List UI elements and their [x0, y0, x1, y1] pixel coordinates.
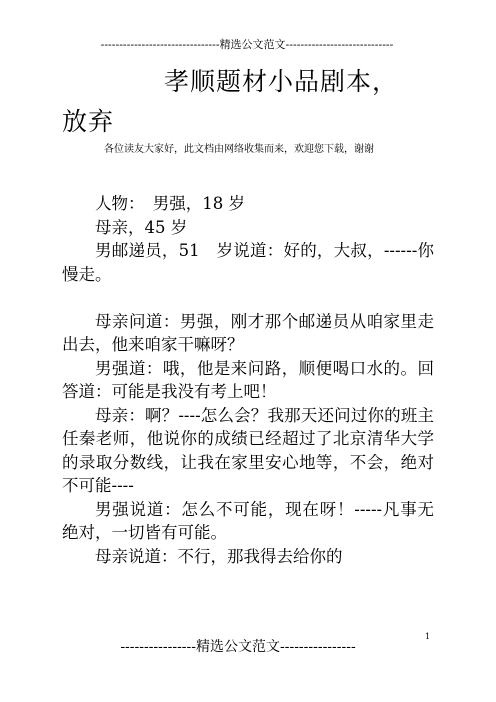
- paragraph: 男强说道：怎么不可能，现在呀！-----凡事无绝对，一切皆有可能。: [62, 499, 434, 542]
- paragraph: 母亲说道：不行，那我得去给你的: [95, 546, 343, 566]
- title-line-1: 孝顺题材小品剧本，: [164, 67, 399, 96]
- page-footer: ----------------精选公文范文----------------: [120, 639, 356, 655]
- page-number: 1: [425, 632, 431, 641]
- paragraph: 男邮递员，51 岁说道：好的，大叔，------你慢走。: [62, 241, 434, 284]
- paragraph: 母亲问道：男强，刚才那个邮递员从咱家里走出去，他来咱家干嘛呀？: [62, 311, 434, 354]
- paragraph: 男强道：哦，他是来问路，顺便喝口水的。回答道：可能是我没有考上吧！: [62, 358, 434, 401]
- document-title: [62, 62, 434, 142]
- paragraph: 人物： 男强，18 岁: [95, 194, 245, 213]
- intro-note: 各位读友大家好，此文档由网络收集而来，欢迎您下载，谢谢: [104, 144, 374, 155]
- document-body: [62, 192, 434, 568]
- paragraph: 母亲，45 岁: [95, 217, 188, 237]
- paragraph: 母亲：啊？----怎么会？我那天还问过你的班主任秦老师，他说你的成绩已经超过了北京清华大学的录取分数线，让我在家里安心地等，不会，绝对不可能----: [62, 405, 434, 495]
- title-line-2: 放弃: [62, 107, 115, 136]
- page-header: --------------------------------精选公文范文-----------------------------: [100, 38, 394, 51]
